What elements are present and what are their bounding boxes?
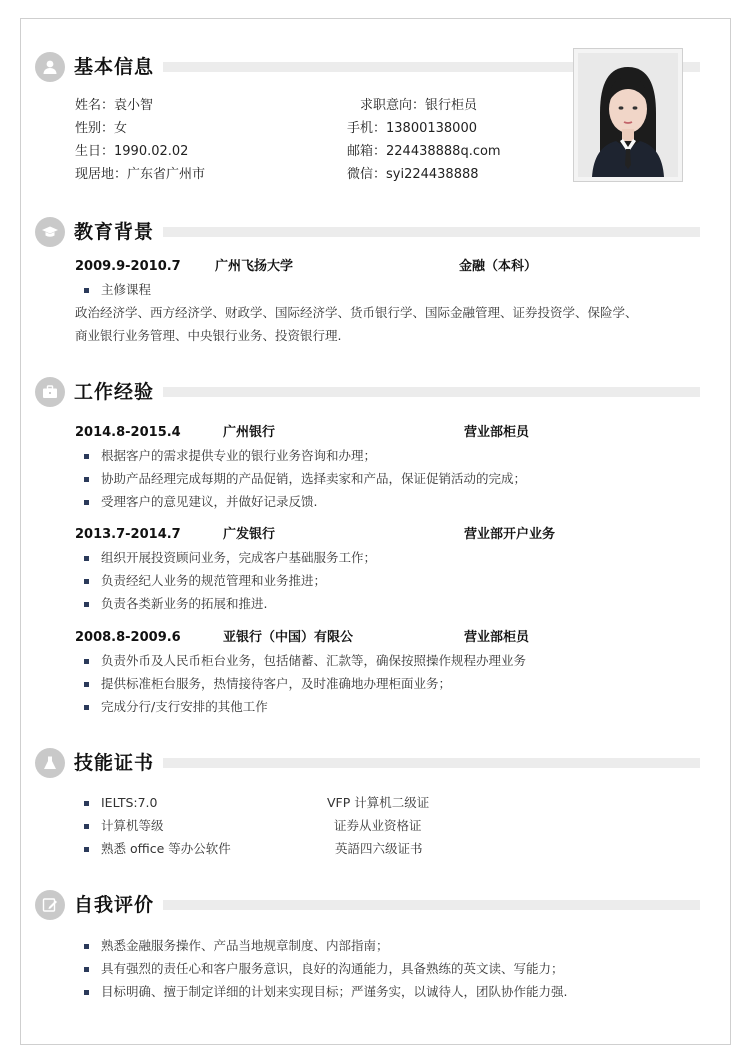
section-title: 基本信息 — [74, 56, 155, 78]
section-divider — [163, 227, 700, 237]
self-item: 目标明确、擅于制定详细的计划来实现目标；严谨务实，以诚待人，团队协作能力强. — [101, 984, 568, 999]
section-work-header — [35, 375, 697, 409]
name-field: 姓名：袁小智 — [75, 98, 154, 113]
job-company: 广州银行 — [223, 425, 276, 440]
job-role: 营业部柜员 — [464, 425, 530, 440]
job-company: 亚银行（中国）有限公 — [223, 630, 354, 645]
self-item: 具有强烈的责任心和客户服务意识，良好的沟通能力，具备熟练的英文读、写能力； — [101, 961, 564, 976]
intent-field: 求职意向：银行柜员 — [360, 98, 478, 113]
job-item: 负责外币及人民币柜台业务，包括储蓄、汇款等，确保按照操作规程办理业务 — [101, 653, 527, 668]
graduation-cap-icon — [35, 217, 65, 247]
phone-field: 手机：13800138000 — [347, 121, 477, 136]
job-item: 完成分行/支行安排的其他工作 — [101, 699, 268, 714]
wechat-field: 微信：syi224438888 — [347, 167, 479, 182]
course-label: 主修课程 — [101, 282, 152, 297]
section-title: 自我评价 — [74, 894, 155, 916]
job-item: 根据客户的需求提供专业的银行业务咨询和办理； — [101, 448, 377, 463]
resume-page — [20, 18, 731, 1045]
job-item: 负责经纪人业务的规范管理和业务推进； — [101, 573, 327, 588]
email-field: 邮箱：224438888q.com — [347, 144, 501, 159]
skill-item: IELTS:7.0 — [101, 795, 158, 810]
job-period: 2008.8-2009.6 — [75, 630, 181, 645]
skill-cert: 英語四六级证书 — [335, 841, 423, 856]
flask-icon — [35, 748, 65, 778]
job-role: 营业部开户业务 — [464, 527, 556, 542]
job-item: 组织开展投资顾问业务，完成客户基础服务工作； — [101, 550, 377, 565]
education-period: 2009.9-2010.7 — [75, 259, 181, 274]
job-period: 2013.7-2014.7 — [75, 527, 181, 542]
section-title: 工作经验 — [74, 381, 155, 403]
briefcase-icon — [35, 377, 65, 407]
user-icon — [35, 52, 65, 82]
job-item: 协助产品经理完成每期的产品促销，选择卖家和产品，保证促销活动的完成； — [101, 471, 527, 486]
section-divider — [163, 758, 700, 768]
job-item: 提供标准柜台服务，热情接待客户，及时准确地办理柜面业务； — [101, 676, 452, 691]
section-self-header — [35, 888, 697, 922]
course-line-2: 商业银行业务管理、中央银行业务、投资银行理. — [75, 328, 342, 343]
residence-field: 现居地：广东省广州市 — [75, 167, 206, 182]
skill-cert: VFP 计算机二级证 — [327, 795, 430, 810]
education-school: 广州飞扬大学 — [215, 259, 294, 274]
course-line-1: 政治经济学、西方经济学、财政学、国际经济学、货币银行学、国际金融管理、证券投资学、保险学、 — [75, 305, 638, 320]
section-divider — [163, 900, 700, 910]
section-divider — [163, 387, 700, 397]
gender-field: 性别：女 — [75, 121, 128, 136]
skill-item: 计算机等级 — [101, 818, 164, 833]
skill-item: 熟悉 office 等办公软件 — [101, 841, 231, 856]
section-skills-header — [35, 746, 697, 780]
pencil-icon — [35, 890, 65, 920]
self-item: 熟悉金融服务操作、产品当地规章制度、内部指南； — [101, 938, 389, 953]
skill-cert: 证券从业资格证 — [334, 818, 422, 833]
education-degree: 金融（本科） — [459, 259, 538, 274]
job-role: 营业部柜员 — [464, 630, 530, 645]
section-title: 教育背景 — [74, 221, 155, 243]
birth-field: 生日：1990.02.02 — [75, 144, 189, 159]
profile-photo — [573, 48, 683, 182]
job-period: 2014.8-2015.4 — [75, 425, 181, 440]
job-item: 受理客户的意见建议，并做好记录反馈. — [101, 494, 318, 509]
portrait-image — [578, 53, 678, 177]
section-title: 技能证书 — [74, 752, 155, 774]
section-education-header — [35, 215, 697, 249]
job-company: 广发银行 — [223, 527, 276, 542]
job-item: 负责各类新业务的拓展和推进. — [101, 596, 268, 611]
